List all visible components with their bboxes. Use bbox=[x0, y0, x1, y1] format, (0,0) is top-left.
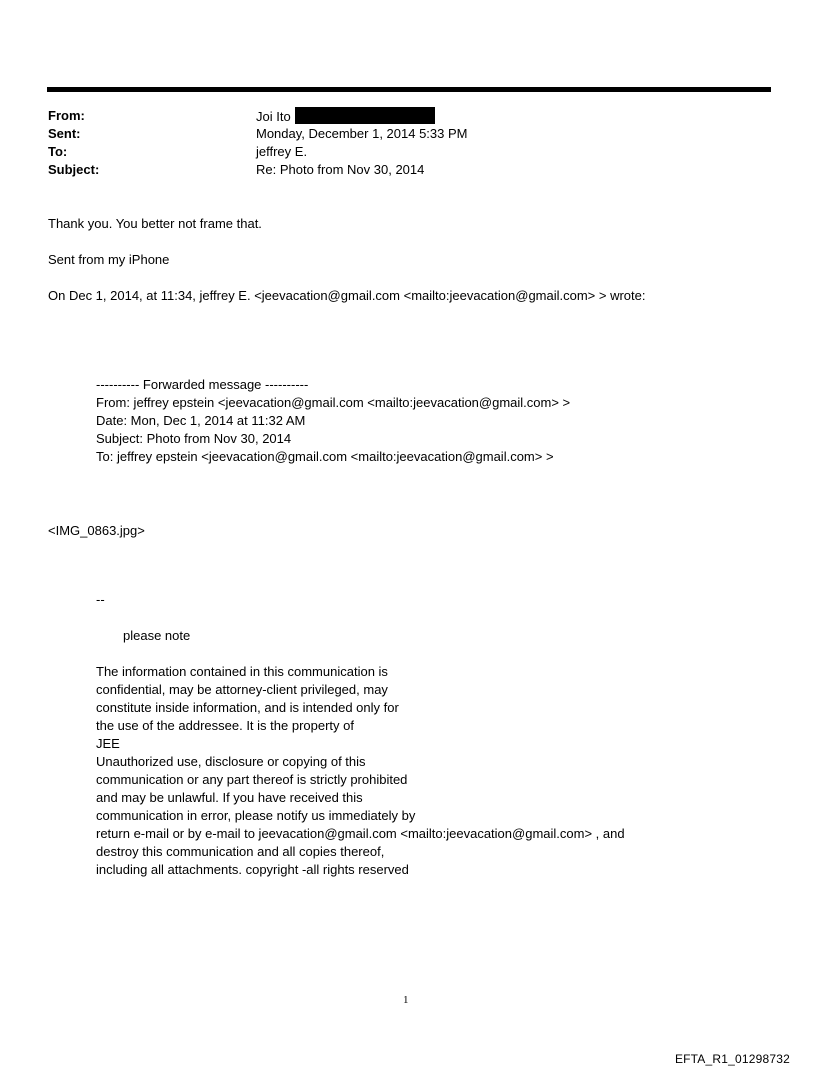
disclaimer-line: communication in error, please notify us immediately by bbox=[96, 808, 416, 823]
disclaimer-note: please note bbox=[123, 628, 191, 643]
page-number: 1 bbox=[403, 994, 409, 1006]
forwarded-subject: Subject: Photo from Nov 30, 2014 bbox=[96, 431, 292, 446]
from-value: Joi Ito bbox=[256, 107, 435, 126]
subject-value: Re: Photo from Nov 30, 2014 bbox=[256, 162, 425, 177]
disclaimer-line: Unauthorized use, disclosure or copying of this bbox=[96, 754, 366, 769]
forwarded-from: From: jeffrey epstein <jeevacation@gmail.com <mailto:jeevacation@gmail.com> > bbox=[96, 395, 571, 410]
to-value: jeffrey E. bbox=[256, 144, 308, 159]
disclaimer-line: the use of the addressee. It is the property of bbox=[96, 718, 354, 733]
signature-text: Sent from my iPhone bbox=[48, 252, 170, 267]
bates-number: EFTA_R1_01298732 bbox=[674, 1052, 790, 1066]
disclaimer-line: communication or any part thereof is strictly prohibited bbox=[96, 772, 408, 787]
signature-dashes: -- bbox=[96, 592, 105, 607]
to-label: To: bbox=[48, 144, 68, 159]
forwarded-separator: ---------- Forwarded message ---------- bbox=[96, 377, 309, 392]
sent-value: Monday, December 1, 2014 5:33 PM bbox=[256, 126, 468, 141]
subject-label: Subject: bbox=[48, 162, 100, 177]
disclaimer-line: confidential, may be attorney-client privileged, may bbox=[96, 682, 388, 697]
sent-label: Sent: bbox=[48, 126, 81, 141]
quote-intro: On Dec 1, 2014, at 11:34, jeffrey E. <jeevacation@gmail.com <mailto:jeevacation@gmail.com> > wrote: bbox=[48, 288, 646, 303]
redaction-box bbox=[295, 107, 435, 124]
disclaimer-line: and may be unlawful. If you have received this bbox=[96, 790, 363, 805]
disclaimer-line: including all attachments. copyright -all rights reserved bbox=[96, 862, 409, 877]
attachment-reference: <IMG_0863.jpg> bbox=[48, 523, 145, 538]
disclaimer-line: constitute inside information, and is intended only for bbox=[96, 700, 399, 715]
disclaimer-line: return e-mail or by e-mail to jeevacation@gmail.com <mailto:jeevacation@gmail.com> , and bbox=[96, 826, 625, 841]
disclaimer-line: JEE bbox=[96, 736, 120, 751]
header-rule bbox=[47, 87, 771, 92]
disclaimer-line: destroy this communication and all copies thereof, bbox=[96, 844, 385, 859]
from-label: From: bbox=[48, 108, 85, 123]
reply-text: Thank you. You better not frame that. bbox=[48, 216, 262, 231]
disclaimer-line: The information contained in this communication is bbox=[96, 664, 388, 679]
forwarded-date: Date: Mon, Dec 1, 2014 at 11:32 AM bbox=[96, 413, 306, 428]
forwarded-to: To: jeffrey epstein <jeevacation@gmail.com <mailto:jeevacation@gmail.com> > bbox=[96, 449, 554, 464]
